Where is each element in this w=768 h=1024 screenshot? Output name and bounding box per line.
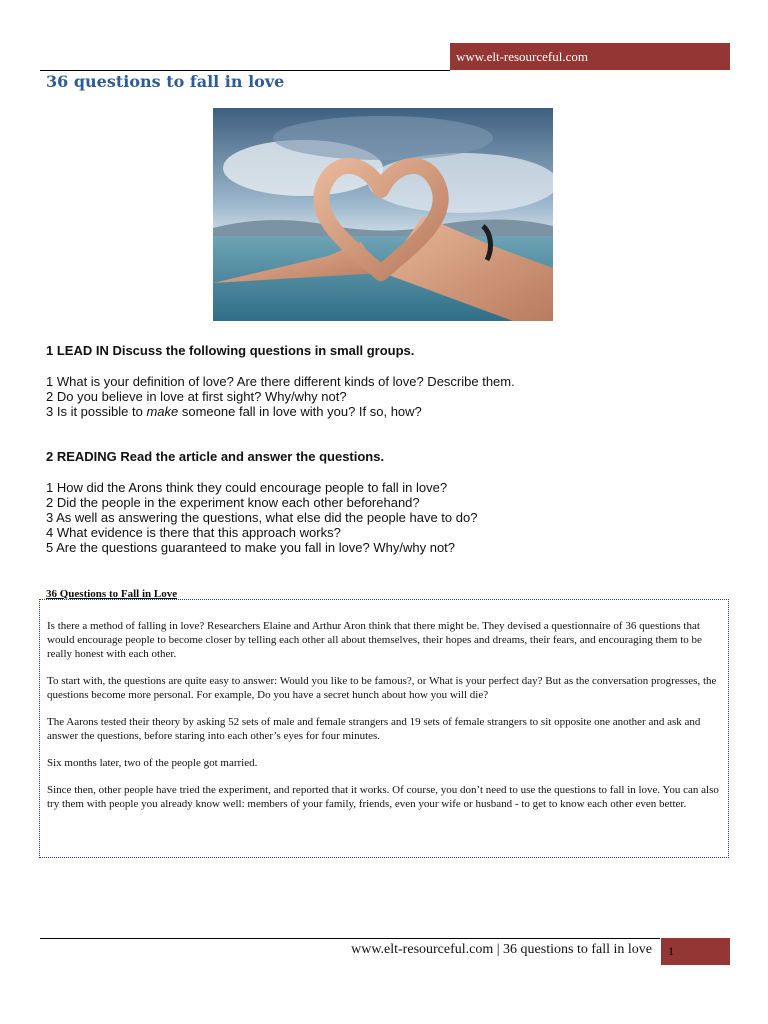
reading-question: 5 Are the questions guaranteed to make you fall in love? Why/why not? bbox=[46, 540, 456, 555]
cloud bbox=[368, 153, 553, 213]
emphasis-make: make bbox=[146, 404, 179, 419]
reading-heading: 2 READING Read the article and answer the questions. bbox=[46, 449, 385, 464]
lead-in-question: 2 Do you believe in love at first sight? Why/why not? bbox=[46, 389, 347, 404]
reading-question: 2 Did the people in the experiment know each other beforehand? bbox=[46, 495, 420, 510]
article-title: 36 Questions to Fall in Love bbox=[46, 588, 178, 600]
heart-hands-photo bbox=[213, 108, 553, 321]
lead-in-heading: 1 LEAD IN Discuss the following questions in small groups. bbox=[46, 343, 415, 358]
article-paragraph: Since then, other people have tried the experiment, and reported that it works. Of course, you don’t need to use the questions to fall in love. You can also try them with people you already know well: members of your family, friends, even your wife or husband - to get to know each other even better. bbox=[47, 784, 719, 810]
footer-rule bbox=[40, 938, 660, 939]
lead-in-question: 3 Is it possible to make someone fall in love with you? If so, how? bbox=[46, 404, 422, 419]
footer-text: www.elt-resourceful.com | 36 questions to fall in love bbox=[351, 942, 652, 957]
page-number: 1 bbox=[661, 938, 730, 965]
article-paragraph: Is there a method of falling in love? Researchers Elaine and Arthur Aron think that there might be. They devised a questionnaire of 36 questions that would encourage people to become closer by telling each other all about themselves, their hopes and dreams, their fears, and encouraging them to be really honest with each other. bbox=[47, 620, 702, 660]
reading-section bbox=[46, 449, 736, 555]
article-box bbox=[39, 599, 729, 858]
heart-hands-illustration bbox=[213, 108, 553, 321]
lead-in-section bbox=[46, 343, 736, 419]
cloud bbox=[273, 116, 493, 160]
reading-question: 3 As well as answering the questions, what else did the people have to do? bbox=[46, 510, 478, 525]
lead-in-question: 1 What is your definition of love? Are there different kinds of love? Describe them. bbox=[46, 374, 515, 389]
article-paragraph: To start with, the questions are quite easy to answer: Would you like to be famous?, or What is your perfect day? But as the conversation progresses, the questions become more personal. For example, Do you have a secret hunch about how you will die? bbox=[47, 675, 717, 701]
page-title: 36 questions to fall in love bbox=[46, 72, 285, 91]
header-rule bbox=[40, 70, 450, 71]
reading-question: 1 How did the Arons think they could encourage people to fall in love? bbox=[46, 480, 448, 495]
article-paragraph: The Aarons tested their theory by asking 52 sets of male and female strangers and 19 sets of female strangers to sit opposite one another and ask and answer the questions, before staring into each other’s eyes for four minutes. bbox=[47, 716, 701, 742]
article-paragraph: Six months later, two of the people got married. bbox=[47, 757, 258, 769]
header-url-banner: www.elt-resourceful.com bbox=[450, 43, 730, 70]
reading-question: 4 What evidence is there that this approach works? bbox=[46, 525, 341, 540]
